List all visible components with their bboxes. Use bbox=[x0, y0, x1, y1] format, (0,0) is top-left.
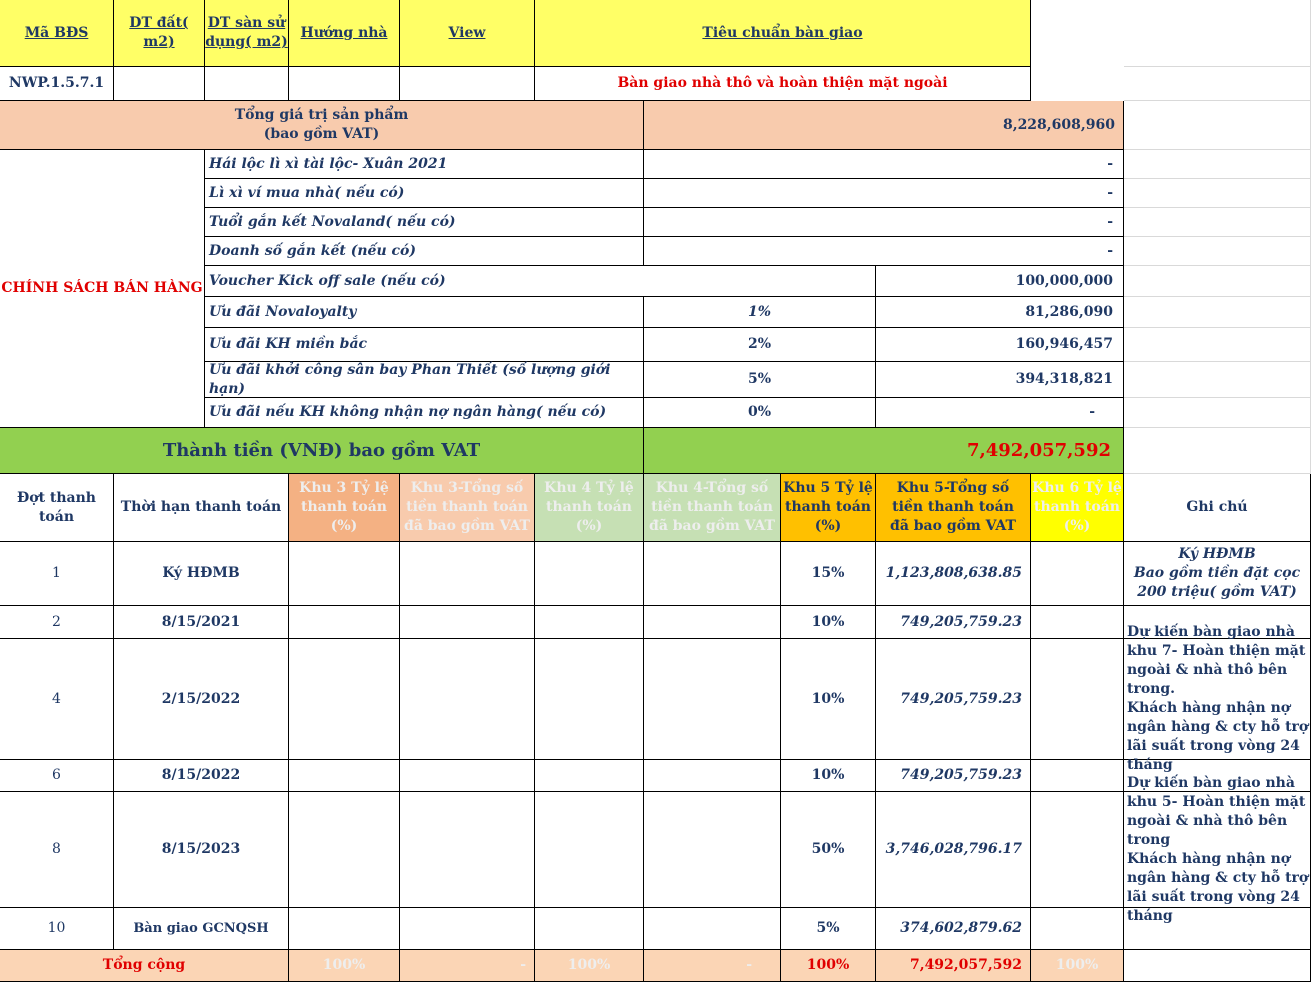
row-dot: 8 bbox=[0, 792, 114, 908]
col-header-dot: Đợt thanh toán bbox=[0, 474, 114, 542]
product-dt-dat bbox=[114, 67, 205, 101]
row-dot: 1 bbox=[0, 542, 114, 606]
row-dot: 10 bbox=[0, 908, 114, 950]
col-header-k3-amt: Khu 3-Tổng số tiền thanh toán đã bao gồm VAT bbox=[400, 474, 535, 542]
sales-policy-title: CHÍNH SÁCH BÁN HÀNG bbox=[0, 150, 205, 428]
total-k5-amt: 7,492,057,592 bbox=[876, 950, 1031, 982]
row-note: Ký HĐMB Bao gồm tiền đặt cọc 200 triệu( gồm VAT) bbox=[1124, 542, 1311, 606]
row-k4-amt bbox=[644, 542, 781, 606]
row-k4-amt bbox=[644, 908, 781, 950]
row-k6-pct bbox=[1031, 606, 1124, 639]
row-k3-pct bbox=[289, 760, 400, 792]
grid-cell bbox=[1124, 297, 1311, 328]
total-k4-pct: 100% bbox=[535, 950, 644, 982]
row-k3-amt bbox=[400, 542, 535, 606]
policy-item-label: Tuổi gắn kết Novaland( nếu có) bbox=[205, 208, 644, 237]
policy-item-value: - bbox=[644, 237, 1124, 266]
grid-cell bbox=[1124, 101, 1311, 150]
grid-cell bbox=[1124, 428, 1311, 474]
product-view bbox=[400, 67, 535, 101]
row-k5-pct: 10% bbox=[781, 760, 876, 792]
row-k4-amt bbox=[644, 639, 781, 760]
row-k5-amt: 749,205,759.23 bbox=[876, 760, 1031, 792]
policy-item-percent: 5% bbox=[644, 362, 876, 398]
row-k5-pct: 10% bbox=[781, 606, 876, 639]
policy-item-label: Ưu đãi nếu KH không nhận nợ ngân hàng( nếu có) bbox=[205, 398, 644, 428]
row-k4-amt bbox=[644, 606, 781, 639]
policy-item-label: Hái lộc lì xì tài lộc- Xuân 2021 bbox=[205, 150, 644, 179]
policy-item-value: - bbox=[644, 179, 1124, 208]
row-dot: 4 bbox=[0, 639, 114, 760]
row-k4-amt bbox=[644, 792, 781, 908]
grid-cell bbox=[1124, 208, 1311, 237]
row-k5-amt: 749,205,759.23 bbox=[876, 639, 1031, 760]
row-k6-pct bbox=[1031, 760, 1124, 792]
policy-item-label: Voucher Kick off sale (nếu có) bbox=[205, 266, 876, 297]
total-label: Tổng cộng bbox=[0, 950, 289, 982]
col-header-k4-amt: Khu 4-Tổng số tiền thanh toán đã bao gồm VAT bbox=[644, 474, 781, 542]
total-k6-pct: 100% bbox=[1031, 950, 1124, 982]
row-k5-pct: 50% bbox=[781, 792, 876, 908]
grid-cell bbox=[1124, 266, 1311, 297]
row-k4-pct bbox=[535, 760, 644, 792]
policy-item-label: Doanh số gắn kết (nếu có) bbox=[205, 237, 644, 266]
total-value-amount: 8,228,608,960 bbox=[644, 101, 1124, 150]
total-value-label bbox=[0, 101, 644, 150]
row-k4-amt bbox=[644, 760, 781, 792]
row-k3-amt bbox=[400, 908, 535, 950]
row-han: 8/15/2023 bbox=[114, 792, 289, 908]
row-k3-pct bbox=[289, 792, 400, 908]
final-amount-label: Thành tiền (VNĐ) bao gồm VAT bbox=[0, 428, 644, 474]
header-huong-nha: Hướng nhà bbox=[289, 0, 400, 67]
row-note: Dự kiến bàn giao nhà khu 7- Hoàn thiện mặt ngoài & nhà thô bên trong. Khách hàng nhận nợ ngân hàng & cty hỗ trợ lãi suất trong vòng 24 tháng bbox=[1124, 639, 1311, 760]
row-k4-pct bbox=[535, 792, 644, 908]
policy-item-percent: 2% bbox=[644, 328, 876, 362]
header-ma-bds: Mã BĐS bbox=[0, 0, 114, 67]
policy-item-value: 100,000,000 bbox=[876, 266, 1124, 297]
row-k4-pct bbox=[535, 908, 644, 950]
row-k5-amt: 1,123,808,638.85 bbox=[876, 542, 1031, 606]
row-k4-pct bbox=[535, 542, 644, 606]
row-k3-amt bbox=[400, 606, 535, 639]
policy-item-value: - bbox=[876, 398, 1124, 428]
grid-cell bbox=[1124, 0, 1311, 67]
policy-item-label: Ưu đãi Novaloyalty bbox=[205, 297, 644, 328]
row-dot: 2 bbox=[0, 606, 114, 639]
col-header-k4-pct: Khu 4 Tỷ lệ thanh toán (%) bbox=[535, 474, 644, 542]
product-huong-nha bbox=[289, 67, 400, 101]
header-view: View bbox=[400, 0, 535, 67]
policy-item-value: 394,318,821 bbox=[876, 362, 1124, 398]
row-k3-amt bbox=[400, 639, 535, 760]
policy-item-value: 160,946,457 bbox=[876, 328, 1124, 362]
col-header-k5-amt: Khu 5-Tổng số tiền thanh toán đã bao gồm VAT bbox=[876, 474, 1031, 542]
total-k3-pct: 100% bbox=[289, 950, 400, 982]
product-code: NWP.1.5.7.1 bbox=[0, 67, 114, 101]
total-k3-amt: - bbox=[400, 950, 535, 982]
header-dt-san: DT sàn sử dụng( m2) bbox=[205, 0, 289, 67]
policy-item-label: Ưu đãi KH miền bắc bbox=[205, 328, 644, 362]
row-k6-pct bbox=[1031, 792, 1124, 908]
col-header-k6-pct: Khu 6 Tỷ lệ thanh toán (%) bbox=[1031, 474, 1124, 542]
col-header-ghi-chu: Ghi chú bbox=[1124, 474, 1311, 542]
product-dt-san bbox=[205, 67, 289, 101]
row-han: 8/15/2021 bbox=[114, 606, 289, 639]
total-k5-pct: 100% bbox=[781, 950, 876, 982]
row-k5-pct: 15% bbox=[781, 542, 876, 606]
row-k6-pct bbox=[1031, 639, 1124, 760]
row-han: 8/15/2022 bbox=[114, 760, 289, 792]
row-k3-pct bbox=[289, 639, 400, 760]
policy-item-value: - bbox=[644, 208, 1124, 237]
row-han: Ký HĐMB bbox=[114, 542, 289, 606]
policy-item-percent: 0% bbox=[644, 398, 876, 428]
row-k6-pct bbox=[1031, 542, 1124, 606]
row-k3-amt bbox=[400, 760, 535, 792]
policy-item-percent: 1% bbox=[644, 297, 876, 328]
row-han: Bàn giao GCNQSH bbox=[114, 908, 289, 950]
row-k5-pct: 10% bbox=[781, 639, 876, 760]
col-header-thoi-han: Thời hạn thanh toán bbox=[114, 474, 289, 542]
col-header-k3-pct: Khu 3 Tỷ lệ thanh toán (%) bbox=[289, 474, 400, 542]
header-tieu-chuan: Tiêu chuẩn bàn giao bbox=[535, 0, 1031, 67]
row-k3-pct bbox=[289, 606, 400, 639]
row-k6-pct bbox=[1031, 908, 1124, 950]
grid-cell bbox=[1124, 150, 1311, 179]
product-handover: Bàn giao nhà thô và hoàn thiện mặt ngoài bbox=[535, 67, 1031, 101]
row-k5-pct: 5% bbox=[781, 908, 876, 950]
total-k4-amt: - bbox=[644, 950, 781, 982]
total-value-label-line1: Tổng giá trị sản phẩm bbox=[234, 107, 409, 123]
row-note: Dự kiến bàn giao nhà khu 5- Hoàn thiện mặt ngoài & nhà thô bên trong Khách hàng nhận nợ ngân hàng & cty hỗ trợ lãi suất trong vòng 24 tháng bbox=[1124, 792, 1311, 908]
final-amount-value: 7,492,057,592 bbox=[644, 428, 1124, 474]
grid-cell bbox=[1124, 328, 1311, 362]
row-dot: 6 bbox=[0, 760, 114, 792]
row-k4-pct bbox=[535, 639, 644, 760]
row-k5-amt: 374,602,879.62 bbox=[876, 908, 1031, 950]
policy-item-value: 81,286,090 bbox=[876, 297, 1124, 328]
row-han: 2/15/2022 bbox=[114, 639, 289, 760]
row-k3-amt bbox=[400, 792, 535, 908]
row-k3-pct bbox=[289, 908, 400, 950]
total-note bbox=[1124, 950, 1311, 982]
grid-cell bbox=[1124, 237, 1311, 266]
grid-cell bbox=[1124, 67, 1311, 101]
total-value-label-line2: (bao gồm VAT) bbox=[263, 126, 380, 142]
row-k5-amt: 749,205,759.23 bbox=[876, 606, 1031, 639]
grid-cell bbox=[1124, 179, 1311, 208]
policy-item-label: Lì xì ví mua nhà( nếu có) bbox=[205, 179, 644, 208]
row-k4-pct bbox=[535, 606, 644, 639]
row-k3-pct bbox=[289, 542, 400, 606]
row-k5-amt: 3,746,028,796.17 bbox=[876, 792, 1031, 908]
grid-cell bbox=[1124, 362, 1311, 398]
policy-item-label: Ưu đãi khởi công sân bay Phan Thiết (số lượng giới hạn) bbox=[205, 362, 644, 398]
col-header-k5-pct: Khu 5 Tỷ lệ thanh toán (%) bbox=[781, 474, 876, 542]
header-dt-dat: DT đất( m2) bbox=[114, 0, 205, 67]
policy-item-value: - bbox=[644, 150, 1124, 179]
grid-cell bbox=[1124, 398, 1311, 428]
row-note bbox=[1124, 908, 1311, 950]
